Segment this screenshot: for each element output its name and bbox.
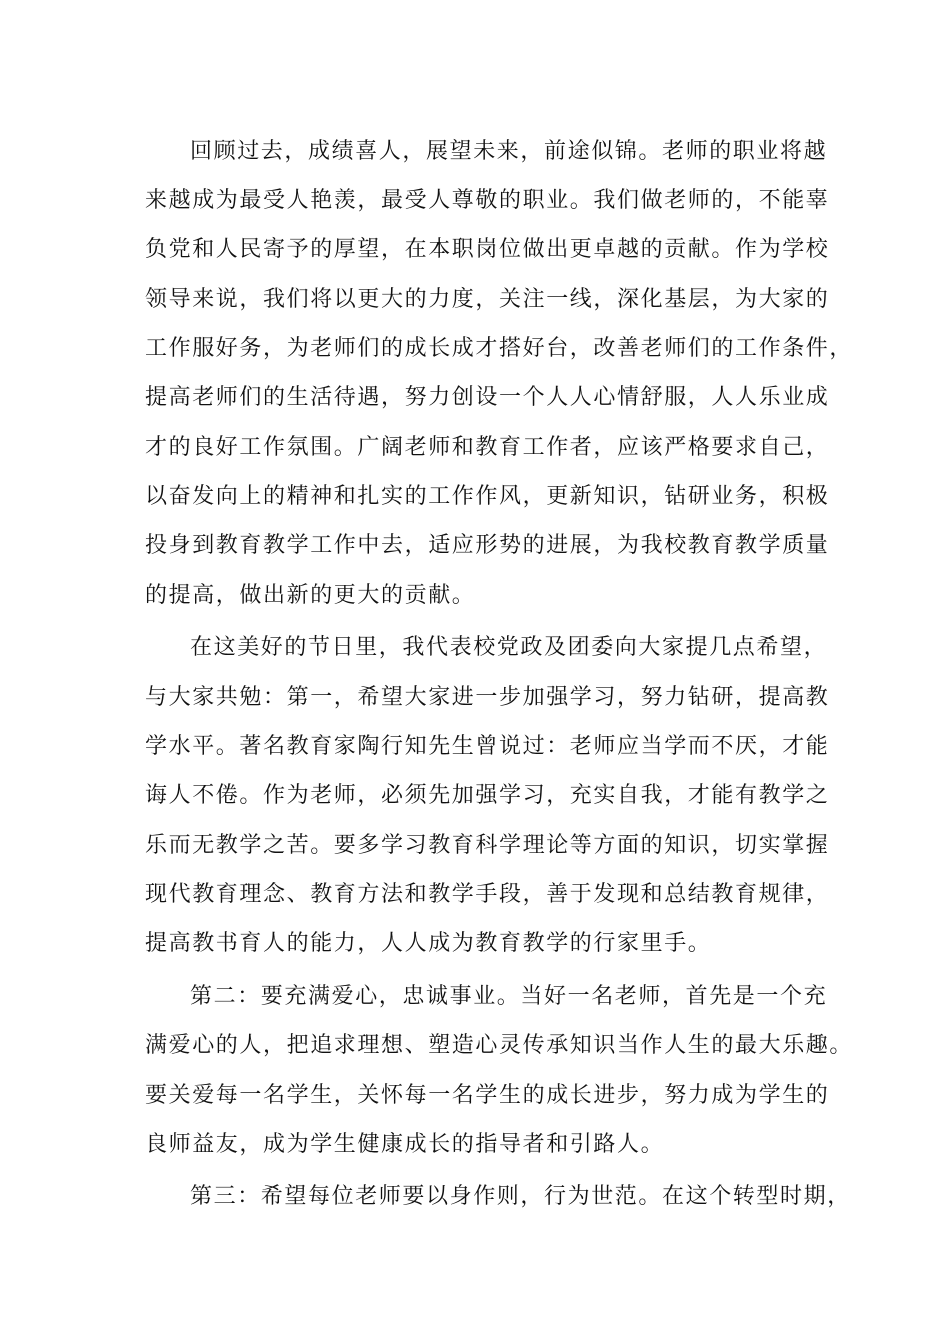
paragraph-3-line-3: 要关爱每一名学生，关怀每一名学生的成长进步，努力成为学生的	[145, 1083, 830, 1108]
paragraph-1-line-9: 投身到教育教学工作中去，适应形势的进展，为我校教育教学质量	[145, 533, 830, 558]
paragraph-1-line-4: 领导来说，我们将以更大的力度，关注一线，深化基层，为大家的	[145, 287, 830, 312]
paragraph-1-line-10: 的提高，做出新的更大的贡献。	[145, 583, 476, 608]
paragraph-2-line-2: 与大家共勉：第一，希望大家进一步加强学习，努力钻研，提高教	[145, 685, 830, 710]
paragraph-1-line-5: 工作服好务，为老师们的成长成才搭好台，改善老师们的工作条件，	[145, 336, 854, 361]
paragraph-2-line-1: 在这美好的节日里，我代表校党政及团委向大家提几点希望，	[190, 635, 828, 660]
paragraph-1-line-7: 才的良好工作氛围。广阔老师和教育工作者，应该严格要求自己，	[145, 435, 830, 460]
paragraph-1-line-6: 提高老师们的生活待遇，努力创设一个人人心情舒服，人人乐业成	[145, 385, 830, 410]
paragraph-1-line-8: 以奋发向上的精神和扎实的工作作风，更新知识，钻研业务，积极	[145, 484, 830, 509]
paragraph-3-line-1: 第二：要充满爱心，忠诚事业。当好一名老师，首先是一个充	[190, 984, 828, 1009]
paragraph-2-line-6: 现代教育理念、教育方法和教学手段，善于发现和总结教育规律，	[145, 882, 830, 907]
paragraph-2-line-4: 诲人不倦。作为老师，必须先加强学习，充实自我，才能有教学之	[145, 783, 830, 808]
paragraph-3-line-4: 良师益友，成为学生健康成长的指导者和引路人。	[145, 1132, 665, 1157]
paragraph-2-line-7: 提高教书育人的能力，人人成为教育教学的行家里手。	[145, 931, 712, 956]
paragraph-1-line-1: 回顾过去，成绩喜人，展望未来，前途似锦。老师的职业将越	[190, 139, 828, 164]
paragraph-1-line-3: 负党和人民寄予的厚望，在本职岗位做出更卓越的贡献。作为学校	[145, 237, 830, 262]
paragraph-2-line-3: 学水平。著名教育家陶行知先生曾说过：老师应当学而不厌，才能	[145, 734, 830, 759]
paragraph-2-line-5: 乐而无教学之苦。要多学习教育科学理论等方面的知识，切实掌握	[145, 833, 830, 858]
paragraph-4-line-1: 第三：希望每位老师要以身作则，行为世范。在这个转型时期，	[190, 1184, 851, 1209]
paragraph-3-line-2: 满爱心的人，把追求理想、塑造心灵传承知识当作人生的最大乐趣。	[145, 1033, 854, 1058]
paragraph-1-line-2: 来越成为最受人艳羡，最受人尊敬的职业。我们做老师的，不能辜	[145, 188, 830, 213]
